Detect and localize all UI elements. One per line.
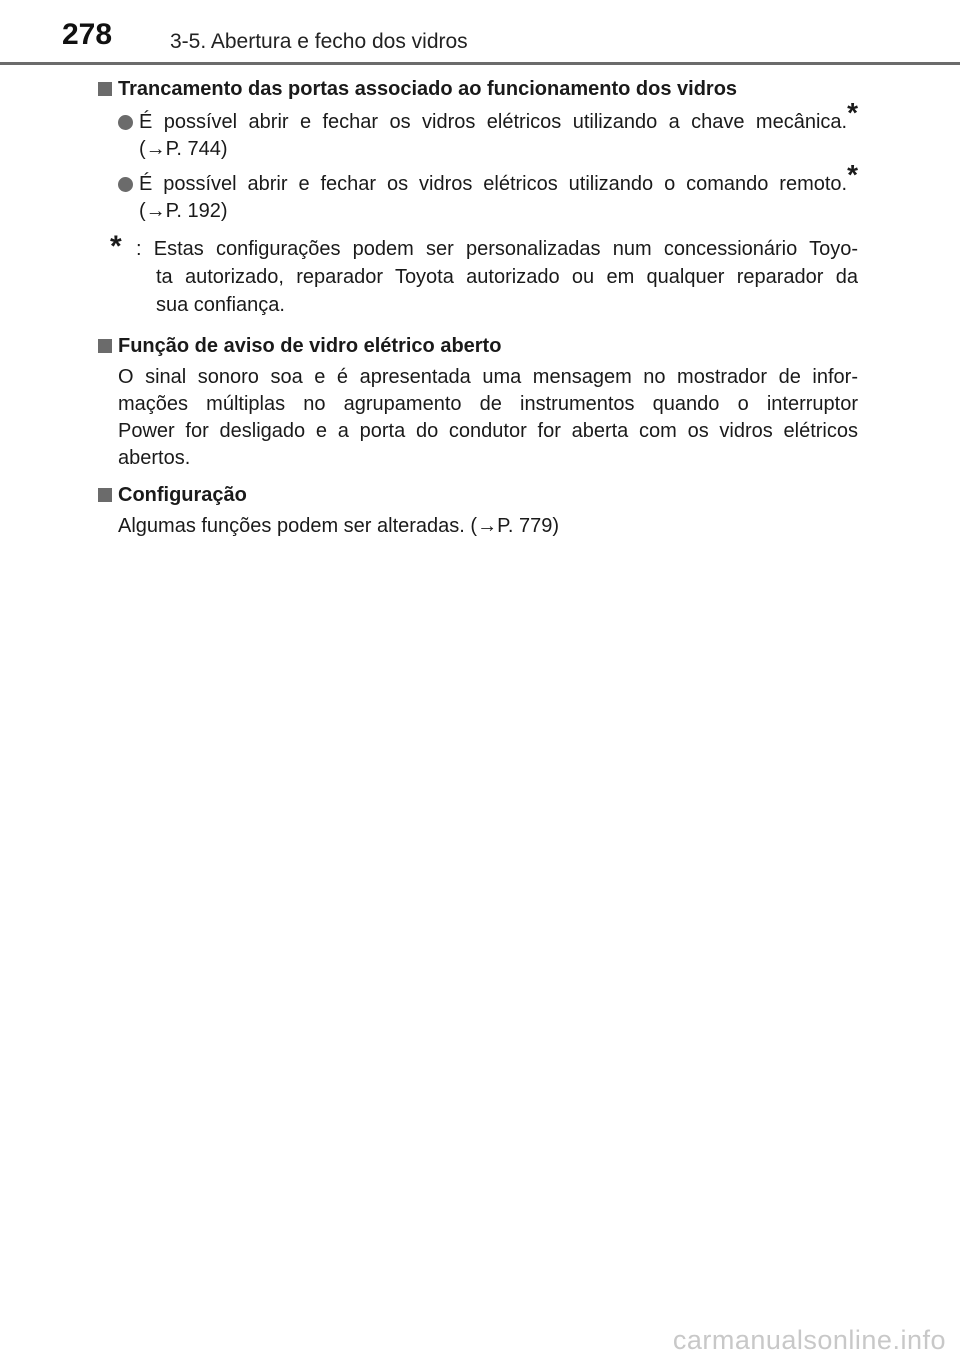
page-reference-link[interactable]: (→P. 192) <box>139 200 228 222</box>
page-reference-link[interactable]: (→P. 744) <box>139 138 228 160</box>
page-reference-text: Algumas funções podem ser alteradas. (→P. 779) <box>118 515 559 537</box>
section-heading-door-lock: Trancamento das portas associado ao funcionamento dos vidros <box>98 76 858 103</box>
page-header <box>0 0 960 64</box>
list-item <box>98 97 858 163</box>
square-bullet-icon <box>98 339 112 353</box>
footnote-line: sua confiança. <box>156 294 285 316</box>
list-item <box>98 159 858 225</box>
bullet-text: É possível abrir e fechar os vidros elétricos utilizando a chave mecânica. <box>139 111 848 133</box>
round-bullet-icon <box>118 115 133 130</box>
watermark: carmanualsonline.info <box>672 1325 946 1355</box>
page-content <box>98 76 858 540</box>
section-heading-window-warning: Função de aviso de vidro elétrico aberto <box>98 333 858 360</box>
square-bullet-icon <box>98 82 112 96</box>
footnote-line: : Estas configurações podem ser personalizadas num concessionário Toyo- <box>136 238 858 260</box>
square-bullet-icon <box>98 488 112 502</box>
bullet-text: É possível abrir e fechar os vidros elétricos utilizando o comando remoto. <box>139 173 848 195</box>
asterisk-marker: * <box>847 159 858 190</box>
footnote <box>98 230 858 319</box>
asterisk-marker: * <box>847 97 858 128</box>
footnote-line: ta autorizado, reparador Toyota autorizado ou em qualquer reparador da <box>156 266 858 288</box>
footnote-asterisk: * <box>110 230 122 263</box>
paragraph <box>98 513 858 540</box>
paragraph: O sinal sonoro soa e é apresentada uma mensagem no mostrador de infor- mações múltiplas no agrupamento de instrumentos quando o interruptor Power for desligado e a porta do condutor for aberta com os vidros elétricos abertos. <box>118 366 858 469</box>
round-bullet-icon <box>118 177 133 192</box>
section-title: 3-5. Abertura e fecho dos vidros <box>170 30 468 53</box>
page-number: 278 <box>62 18 113 51</box>
header-divider <box>0 62 960 65</box>
section-heading-configuration: Configuração <box>98 482 858 509</box>
